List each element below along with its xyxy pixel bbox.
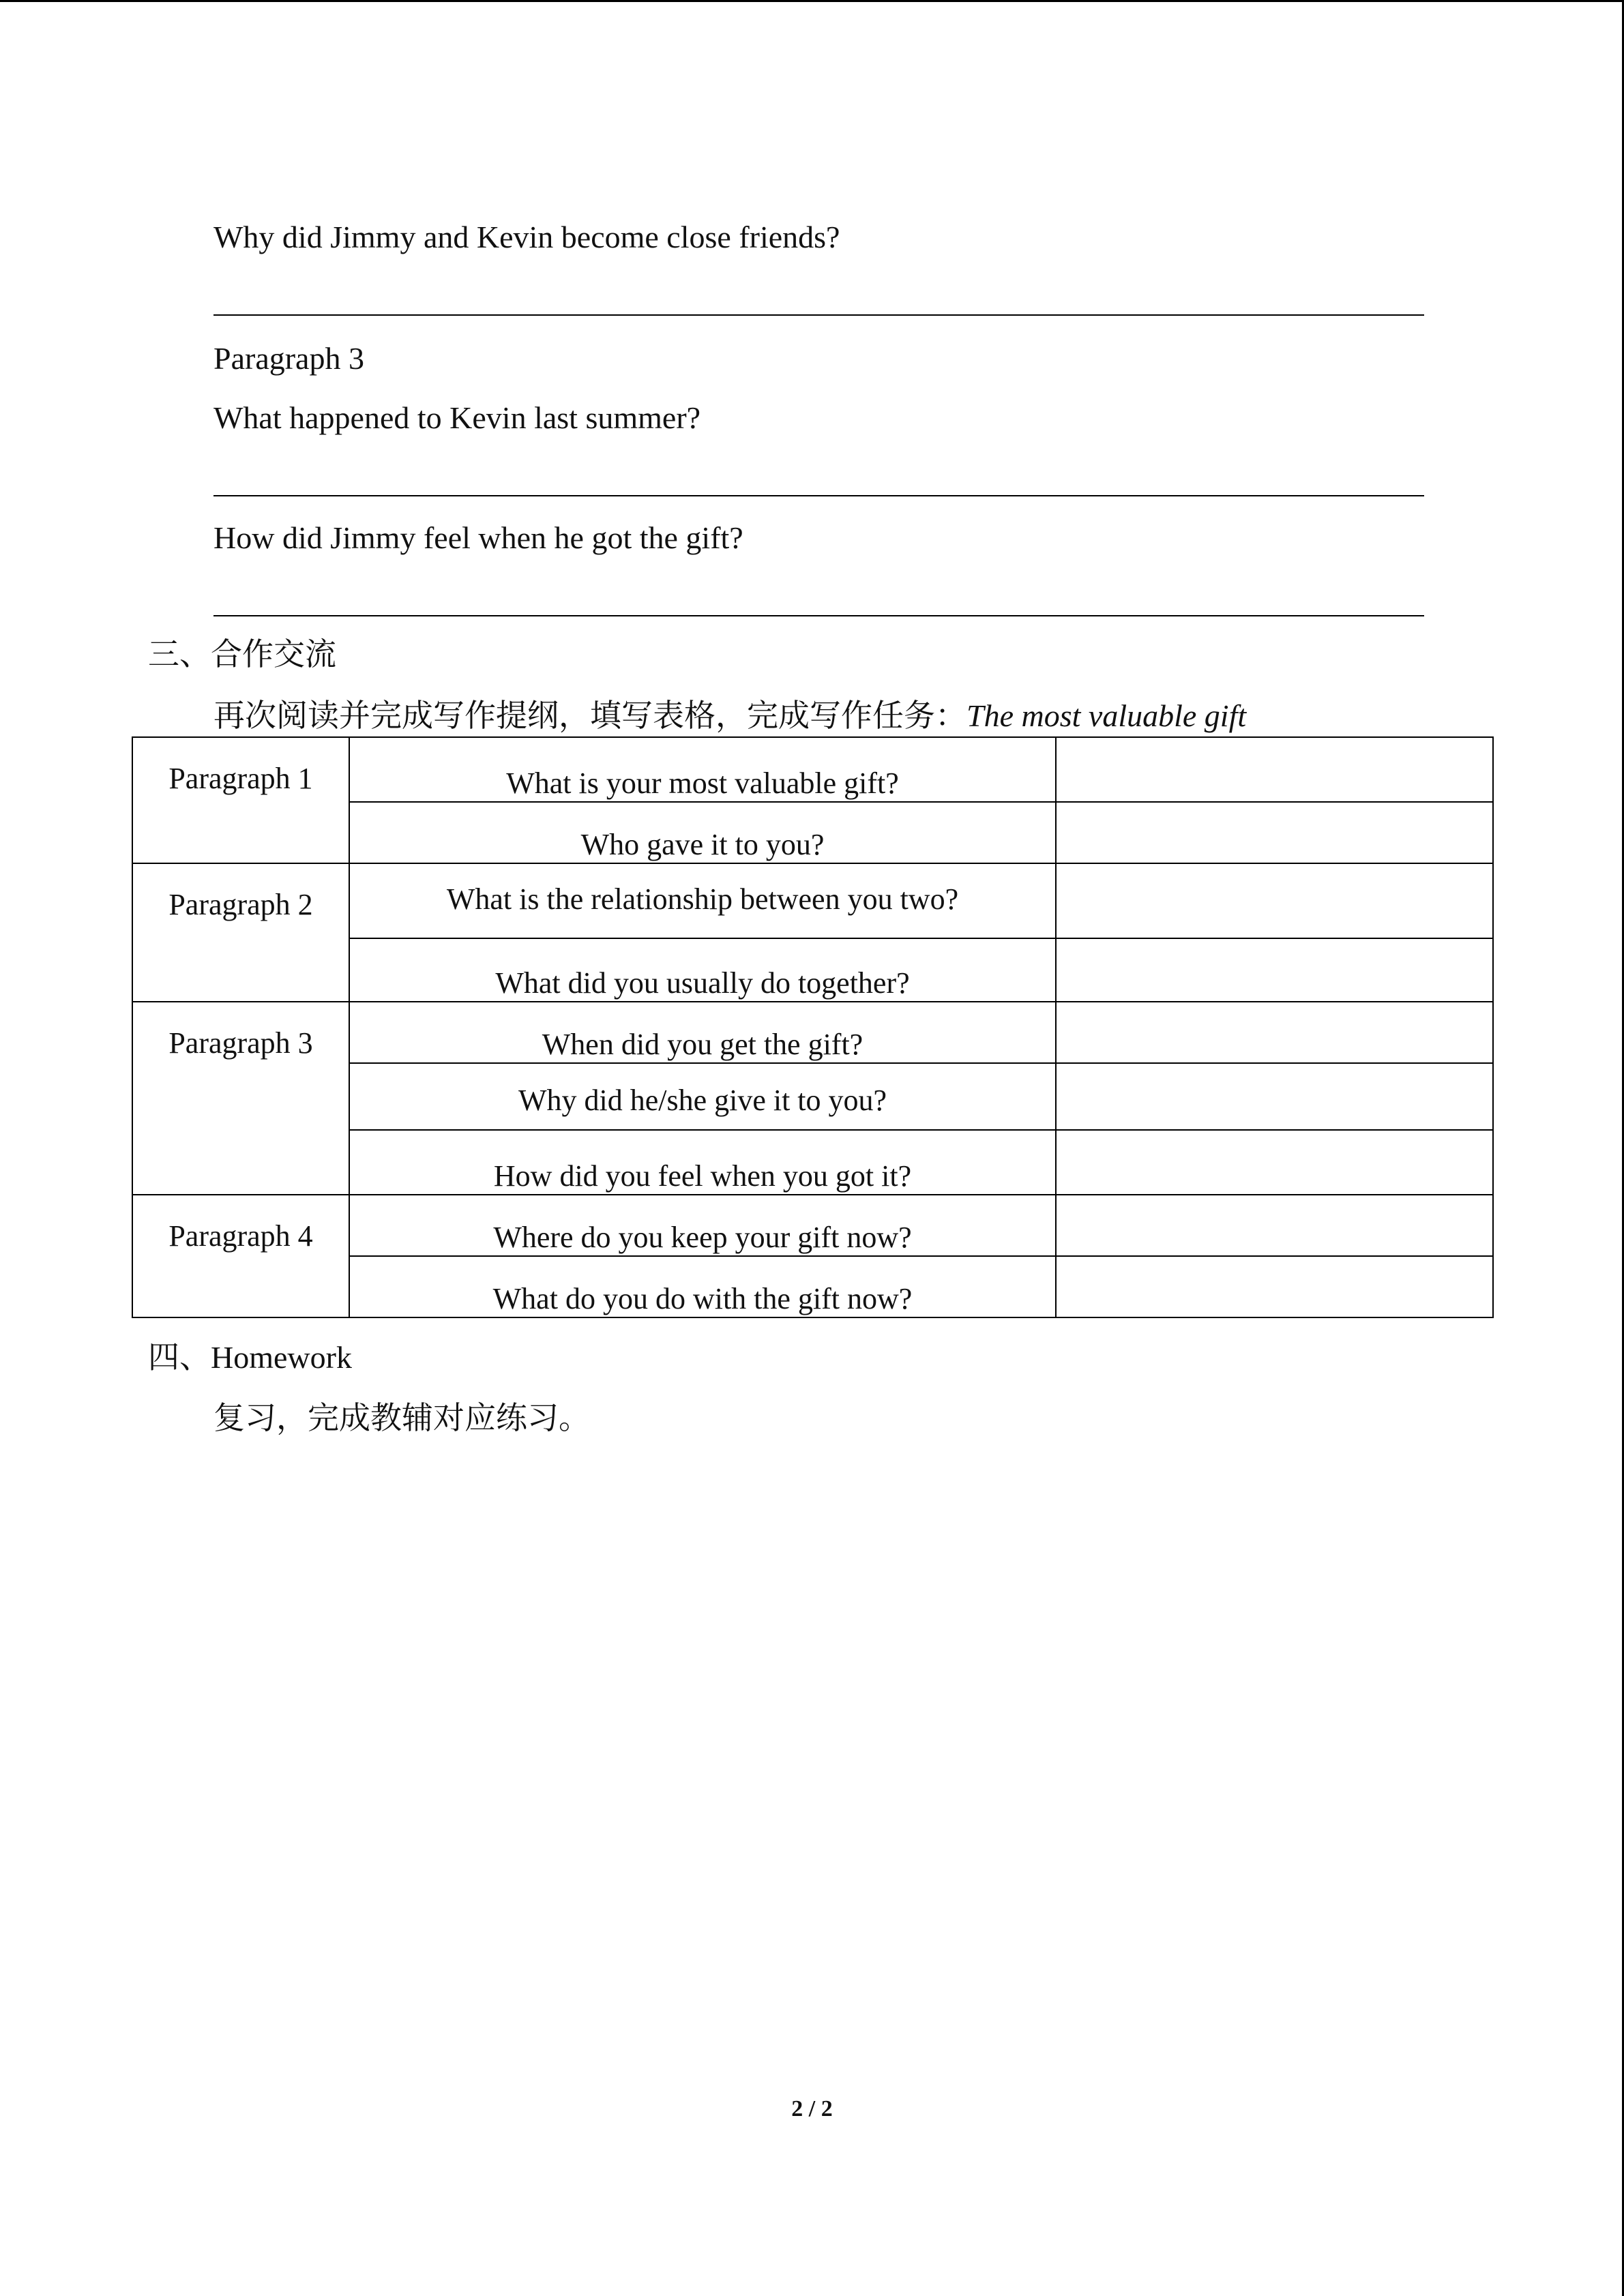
paragraph-1-cell: Paragraph 1 xyxy=(132,737,349,863)
paragraph-2-cell: Paragraph 2 xyxy=(132,863,349,1002)
page-number: 2 / 2 xyxy=(791,2096,833,2121)
paragraph-4-cell: Paragraph 4 xyxy=(132,1195,349,1317)
p1-question-2: Who gave it to you? xyxy=(349,802,1056,863)
p3-question-3: How did you feel when you got it? xyxy=(349,1130,1056,1195)
p1-answer-1[interactable] xyxy=(1056,737,1493,802)
p2-question-1: What is the relationship between you two? xyxy=(349,863,1056,938)
answer-line-1[interactable] xyxy=(213,314,1424,316)
task-title: The most valuable gift xyxy=(966,698,1247,733)
section-4-heading: 四、Homework xyxy=(148,1340,352,1375)
paragraph-3-cell: Paragraph 3 xyxy=(132,1002,349,1195)
question-last-summer: What happened to Kevin last summer? xyxy=(213,400,701,435)
p3-answer-2[interactable] xyxy=(1056,1063,1493,1130)
section-3-heading: 三、合作交流 xyxy=(148,637,336,672)
p2-question-2: What did you usually do together? xyxy=(349,938,1056,1002)
p3-answer-3[interactable] xyxy=(1056,1130,1493,1195)
p1-answer-2[interactable] xyxy=(1056,802,1493,863)
page-top-border xyxy=(0,0,1624,2)
homework-task: 复习，完成教辅对应练习。 xyxy=(213,1401,590,1435)
paragraph-3-label: Paragraph 3 xyxy=(213,341,364,376)
p4-answer-2[interactable] xyxy=(1056,1256,1493,1317)
p1-question-1: What is your most valuable gift? xyxy=(349,737,1056,802)
question-feel-gift: How did Jimmy feel when he got the gift? xyxy=(213,520,743,555)
p2-answer-2[interactable] xyxy=(1056,938,1493,1002)
answer-line-3[interactable] xyxy=(213,615,1424,616)
instruction-text: 再次阅读并完成写作提纲，填写表格，完成写作任务： xyxy=(213,698,966,733)
writing-outline-table xyxy=(132,736,1494,1318)
p3-question-1: When did you get the gift? xyxy=(349,1002,1056,1063)
p4-question-1: Where do you keep your gift now? xyxy=(349,1195,1056,1256)
p3-answer-1[interactable] xyxy=(1056,1002,1493,1063)
p3-question-2: Why did he/she give it to you? xyxy=(349,1063,1056,1130)
p4-answer-1[interactable] xyxy=(1056,1195,1493,1256)
answer-line-2[interactable] xyxy=(213,495,1424,496)
p2-answer-1[interactable] xyxy=(1056,863,1493,938)
section-3-instruction xyxy=(213,697,1246,735)
question-close-friends: Why did Jimmy and Kevin become close friends? xyxy=(213,220,840,254)
p4-question-2: What do you do with the gift now? xyxy=(349,1256,1056,1317)
